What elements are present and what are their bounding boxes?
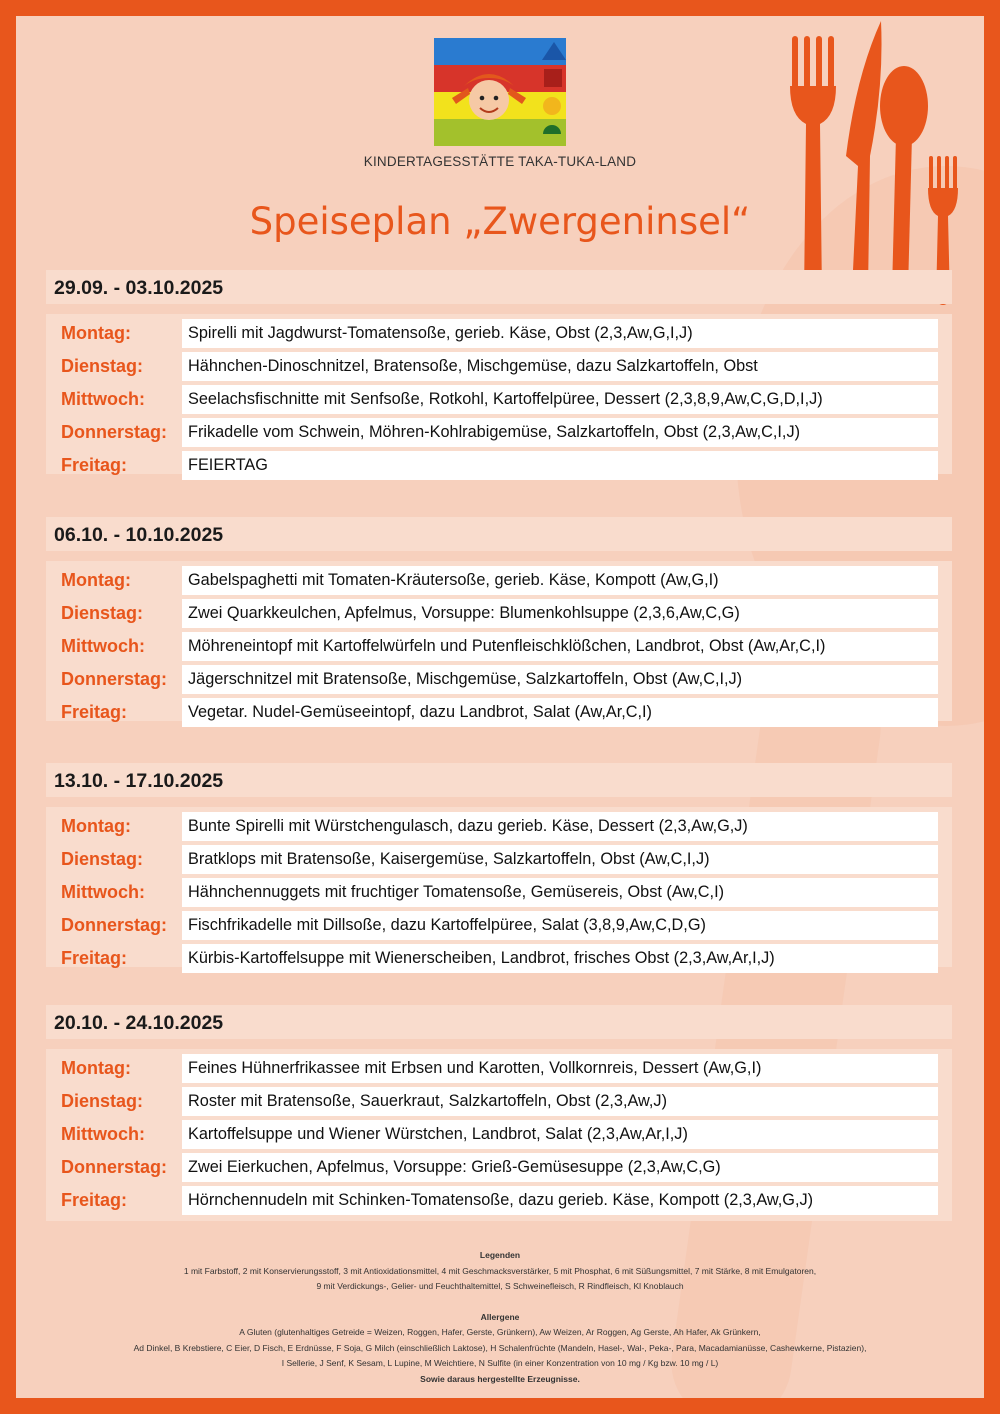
day-label: Mittwoch: xyxy=(61,1124,145,1144)
week-menu-panel xyxy=(46,807,952,967)
meal-text: Kartoffelsuppe und Wiener Würstchen, Landbrot, Salat (2,3,Aw,Ar,I,J) xyxy=(182,1120,938,1149)
legend-title: Legenden xyxy=(479,1250,521,1260)
allergens-note: Sowie daraus hergestellte Erzeugnisse. xyxy=(420,1373,580,1384)
meal-text: Feines Hühnerfrikassee mit Erbsen und Karotten, Vollkornreis, Dessert (Aw,G,I) xyxy=(182,1054,938,1083)
legend-line: 1 mit Farbstoff, 2 mit Konservierungsstoff, 3 mit Antioxidationsmittel, 4 mit Geschmacksverstärker, 5 mit Phosphat, 6 mit Süßungsmittel, 7 mit Stärke, 8 mit Emulgatoren, xyxy=(183,1265,817,1276)
day-row xyxy=(46,1053,952,1086)
day-label: Dienstag: xyxy=(61,1091,144,1111)
day-row xyxy=(46,1086,952,1119)
meal-text: Vegetar. Nudel-Gemüseeintopf, dazu Landbrot, Salat (Aw,Ar,C,I) xyxy=(182,698,938,727)
day-label: Dienstag: xyxy=(61,849,144,869)
day-label: Dienstag: xyxy=(61,356,144,376)
allergens-line: A Gluten (glutenhaltiges Getreide = Weizen, Roggen, Hafer, Gerste, Grünkern), Aw Weizen, Ar Roggen, Ag Gerste, Ah Hafer, Ak Grünkern, xyxy=(239,1327,761,1337)
allergens-title: Allergene xyxy=(480,1311,520,1322)
page-title: Speiseplan „Zwergeninsel“ xyxy=(249,200,751,243)
legend-section xyxy=(16,1248,984,1387)
day-label: Montag: xyxy=(61,323,131,343)
meal-text: Frikadelle vom Schwein, Möhren-Kohlrabigemüse, Salzkartoffeln, Obst (2,3,Aw,C,I,J) xyxy=(182,418,938,447)
day-label: Donnerstag: xyxy=(61,422,168,442)
day-label: Mittwoch: xyxy=(61,389,145,409)
day-row xyxy=(46,318,952,351)
meal-text: Bratklops mit Bratensoße, Kaisergemüse, Salzkartoffeln, Obst (Aw,C,I,J) xyxy=(182,845,938,874)
day-row xyxy=(46,811,952,844)
week-section xyxy=(46,270,952,474)
day-row xyxy=(46,697,952,730)
day-row xyxy=(46,1152,952,1185)
week-section xyxy=(46,763,952,967)
day-row xyxy=(46,631,952,664)
week-section xyxy=(46,1005,952,1221)
day-row xyxy=(46,664,952,697)
week-date-range: 29.09. - 03.10.2025 xyxy=(46,270,952,304)
week-menu-panel xyxy=(46,561,952,721)
day-label: Donnerstag: xyxy=(61,915,168,935)
day-row xyxy=(46,844,952,877)
day-row xyxy=(46,384,952,417)
taka-tuka-land-logo xyxy=(434,38,566,146)
week-menu-panel xyxy=(46,314,952,474)
day-row xyxy=(46,877,952,910)
day-row xyxy=(46,1119,952,1152)
kita-name: KINDERTAGESSTÄTTE TAKA-TUKA-LAND xyxy=(363,154,637,169)
meal-text: Zwei Quarkkeulchen, Apfelmus, Vorsuppe: Blumenkohlsuppe (2,3,6,Aw,C,G) xyxy=(182,599,938,628)
day-label: Montag: xyxy=(61,570,131,590)
day-row xyxy=(46,943,952,976)
allergens-line: Ad Dinkel, B Krebstiere, C Eier, D Fisch, E Erdnüsse, F Soja, G Milch (einschließlich Laktose), H Schalenfrüchte (Mandeln, Hasel-, Wal-, Peka-, Para, Macadamianüsse, Cashewkerne, Pistazien), xyxy=(133,1342,867,1353)
meal-text: Gabelspaghetti mit Tomaten-Kräutersoße, gerieb. Käse, Kompott (Aw,G,I) xyxy=(182,566,938,595)
meal-text: Kürbis-Kartoffelsuppe mit Wienerscheiben, Landbrot, frisches Obst (2,3,Aw,Ar,I,J) xyxy=(182,944,938,973)
meal-text: Hähnchen-Dinoschnitzel, Bratensoße, Mischgemüse, dazu Salzkartoffeln, Obst xyxy=(182,352,938,381)
day-label: Dienstag: xyxy=(61,603,144,623)
week-date-range: 20.10. - 24.10.2025 xyxy=(46,1005,952,1039)
day-label: Freitag: xyxy=(61,948,128,968)
day-label: Montag: xyxy=(61,1058,131,1078)
day-label: Freitag: xyxy=(61,455,128,475)
day-label: Montag: xyxy=(61,816,131,836)
day-row xyxy=(46,598,952,631)
day-row xyxy=(46,450,952,483)
meal-text: Seelachsfischnitte mit Senfsoße, Rotkohl, Kartoffelpüree, Dessert (2,3,8,9,Aw,C,G,D,I,J) xyxy=(182,385,938,414)
day-label: Mittwoch: xyxy=(61,636,145,656)
meal-text: Möhreneintopf mit Kartoffelwürfeln und Putenfleischklößchen, Landbrot, Obst (Aw,Ar,C,I) xyxy=(182,632,938,661)
menu-page xyxy=(16,16,984,1398)
day-row xyxy=(46,565,952,598)
week-date-range: 06.10. - 10.10.2025 xyxy=(46,517,952,551)
meal-text: Fischfrikadelle mit Dillsoße, dazu Kartoffelpüree, Salat (3,8,9,Aw,C,D,G) xyxy=(182,911,938,940)
meal-text: Roster mit Bratensoße, Sauerkraut, Salzkartoffeln, Obst (2,3,Aw,J) xyxy=(182,1087,938,1116)
day-label: Freitag: xyxy=(61,702,128,722)
week-date-range: 13.10. - 17.10.2025 xyxy=(46,763,952,797)
day-row xyxy=(46,351,952,384)
meal-text: Hörnchennudeln mit Schinken-Tomatensoße, dazu gerieb. Käse, Kompott (2,3,Aw,G,J) xyxy=(182,1186,938,1215)
day-label: Mittwoch: xyxy=(61,882,145,902)
meal-text: Spirelli mit Jagdwurst-Tomatensoße, gerieb. Käse, Obst (2,3,Aw,G,I,J) xyxy=(182,319,938,348)
day-label: Freitag: xyxy=(61,1190,128,1210)
meal-text: Hähnchennuggets mit fruchtiger Tomatensoße, Gemüsereis, Obst (Aw,C,I) xyxy=(182,878,938,907)
week-section xyxy=(46,517,952,721)
meal-text: FEIERTAG xyxy=(182,451,938,480)
meal-text: Zwei Eierkuchen, Apfelmus, Vorsuppe: Grieß-Gemüsesuppe (2,3,Aw,C,G) xyxy=(182,1153,938,1182)
day-row xyxy=(46,910,952,943)
day-label: Donnerstag: xyxy=(61,1157,168,1177)
allergens-line: I Sellerie, J Senf, K Sesam, L Lupine, M Weichtiere, N Sulfite (in einer Konzentration von 10 mg / Kg bzw. 10 mg / L) xyxy=(281,1358,719,1368)
week-menu-panel xyxy=(46,1049,952,1221)
meal-text: Bunte Spirelli mit Würstchengulasch, dazu gerieb. Käse, Dessert (2,3,Aw,G,J) xyxy=(182,812,938,841)
day-row xyxy=(46,1185,952,1218)
legend-line: 9 mit Verdickungs-, Gelier- und Feuchthaltemittel, S Schweinefleisch, R Rindfleisch, Kl Knoblauch xyxy=(316,1281,684,1291)
day-row xyxy=(46,417,952,450)
meal-text: Jägerschnitzel mit Bratensoße, Mischgemüse, Salzkartoffeln, Obst (Aw,C,I,J) xyxy=(182,665,938,694)
day-label: Donnerstag: xyxy=(61,669,168,689)
